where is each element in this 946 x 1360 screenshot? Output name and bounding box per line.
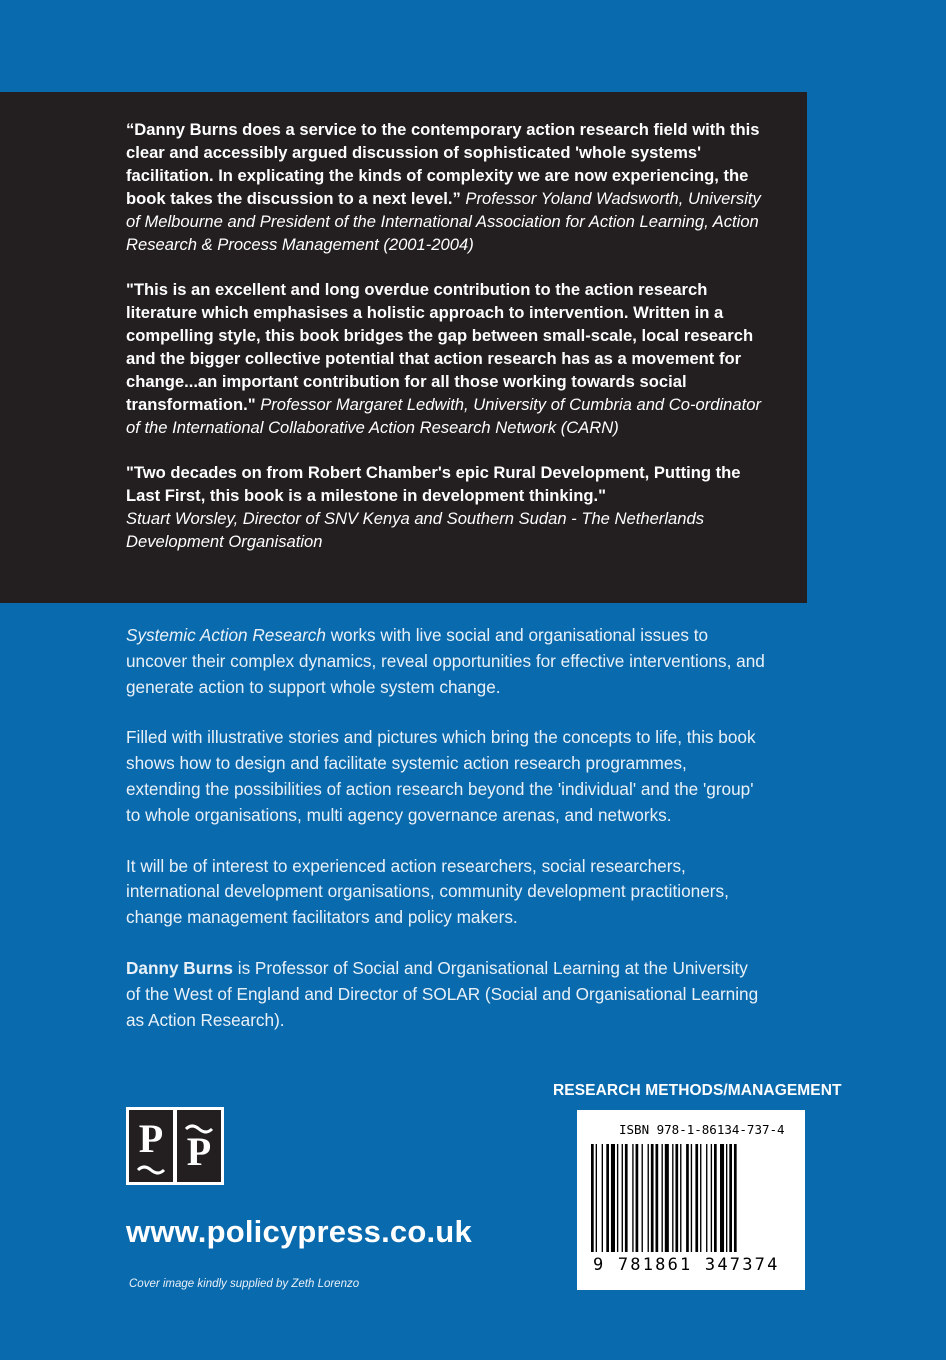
- barcode-bar: [602, 1144, 603, 1252]
- barcode-bar: [691, 1144, 692, 1252]
- barcode-bar: [675, 1144, 678, 1252]
- cover-credit: Cover image kindly supplied by Zeth Lorenzo: [129, 1278, 360, 1290]
- description-paragraph: It will be of interest to experienced action researchers, social researchers, international development organisations, community development practitioners, change management facilitators and policy makers.: [126, 855, 729, 928]
- barcode-bar: [729, 1144, 732, 1252]
- barcode-bar: [656, 1144, 659, 1252]
- barcode-bar: [700, 1144, 701, 1252]
- barcode-bar: [611, 1144, 615, 1252]
- endorsements-panel: [0, 92, 807, 603]
- barcode-bar: [636, 1144, 639, 1252]
- endorsement-quote: [126, 278, 767, 439]
- book-description: [126, 623, 766, 1058]
- logo-letter: P: [186, 1129, 212, 1174]
- barcode-bar: [706, 1144, 707, 1252]
- barcode-bar: [632, 1144, 633, 1252]
- barcode-bar: [651, 1144, 654, 1252]
- barcode-bar: [625, 1144, 628, 1252]
- barcode-bar: [662, 1144, 663, 1252]
- barcode-bar: [714, 1144, 717, 1252]
- barcode-bar: [606, 1144, 609, 1252]
- description-paragraph: Filled with illustrative stories and pictures which bring the concepts to life, this book shows how to design and facilitate systemic action research programmes, extending the possibilities of action research beyond the 'individual' and the 'group' to whole organisations, multi agency governance arenas, and networks.: [126, 727, 756, 825]
- barcode-bar: [680, 1144, 681, 1252]
- subject-category: RESEARCH METHODS/MANAGEMENT: [553, 1082, 842, 1099]
- barcode-bar: [695, 1144, 698, 1252]
- barcode-bar: [591, 1144, 594, 1252]
- barcode-bar: [622, 1144, 623, 1252]
- quote-text: "Two decades on from Robert Chamber's epic Rural Development, Putting the Last First, this book is a milestone in development thinking.": [126, 463, 741, 505]
- barcode-bar: [686, 1144, 689, 1252]
- endorsement-quote: [126, 461, 767, 553]
- barcode-bars: [591, 1144, 791, 1252]
- book-title: Systemic Action Research: [126, 625, 326, 645]
- barcode-bar: [734, 1144, 737, 1252]
- isbn-label: ISBN 978-1-86134-737-4: [619, 1122, 785, 1137]
- barcode-bar: [617, 1144, 618, 1252]
- quote-attribution: Stuart Worsley, Director of SNV Kenya and Southern Sudan - The Netherlands Development Organisation: [126, 509, 704, 551]
- barcode-bar: [665, 1144, 669, 1252]
- barcode-number: 9 781861 347374: [593, 1255, 780, 1275]
- quote-text: "This is an excellent and long overdue contribution to the action research literature which emphasises a holistic approach to intervention. Written in a compelling style, this book bridges the gap between small-scale, local research and the bigger collective potential that action research has as a movement for change...an important contribution for all those working towards social transformation.": [126, 280, 754, 414]
- description-paragraph: Systemic Action Research works with live social and organisational issues to uncover their complex dynamics, reveal opportunities for effective interventions, and generate action to support whole system change.: [126, 625, 765, 697]
- author-bio: Danny Burns is Professor of Social and Organisational Learning at the University of the West of England and Director of SOLAR (Social and Organisational Learning as Action Research).: [126, 957, 759, 1030]
- logo-letter: P: [138, 1116, 164, 1161]
- policy-press-logo-icon: [126, 1107, 224, 1185]
- barcode-bar: [720, 1144, 724, 1252]
- endorsement-quote: [126, 118, 767, 256]
- quote-attribution: Professor Yoland Wadsworth, University of Melbourne and President of the International Association for Action Learning, Action Research & Process Management (2001-2004): [126, 189, 761, 254]
- quote-attribution: Professor Margaret Ledwith, University of Cumbria and Co-ordinator of the International Collaborative Action Research Network (CARN): [126, 395, 761, 437]
- isbn-barcode: [577, 1110, 805, 1290]
- barcode-bar: [596, 1144, 597, 1252]
- barcode-bar: [672, 1144, 673, 1252]
- barcode-bar: [642, 1144, 643, 1252]
- barcode-bar: [648, 1144, 649, 1252]
- publisher-website[interactable]: www.policypress.co.uk: [126, 1214, 472, 1249]
- author-name: Danny Burns: [126, 957, 233, 978]
- quote-text: “Danny Burns does a service to the contemporary action research field with this clear and accessibly argued discussion of sophisticated 'whole systems' facilitation. In explicating the kinds of complexity we are now experiencing, the book takes the discussion to a next level.”: [126, 120, 760, 208]
- barcode-bar: [711, 1144, 712, 1252]
- barcode-bar: [726, 1144, 727, 1252]
